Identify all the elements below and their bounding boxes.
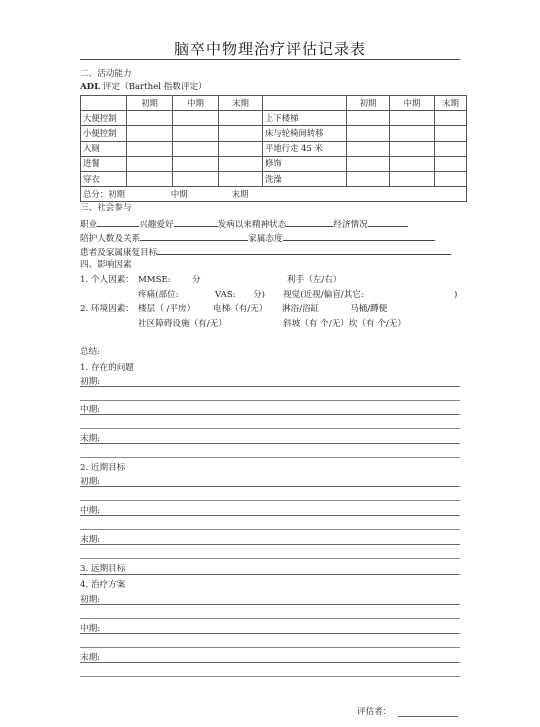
score-cell[interactable] [219,111,263,126]
score-cell[interactable] [173,171,219,186]
score-cell[interactable] [390,171,435,186]
plan-late-label: 末期: [80,653,101,663]
handedness: 利手（左/右） [287,275,342,285]
occupation-label: 职业 [80,220,98,230]
adl-table [80,95,467,202]
score-cell[interactable] [173,126,219,141]
header-early: 初期 [127,96,173,111]
score-cell[interactable] [435,141,467,156]
table-row [81,171,467,186]
item-label: 入厕 [81,141,127,156]
near-early-line[interactable] [80,486,460,487]
score-cell[interactable] [219,126,263,141]
plan-late-line[interactable] [80,662,460,663]
social-line-1 [80,217,408,231]
rehab-goal-label: 患者及家属康复目标 [80,248,158,258]
score-cell[interactable] [347,141,390,156]
mmse-label: MMSE: [138,275,171,285]
total-cell[interactable] [81,187,467,202]
total-early: 初期 [108,188,125,199]
floor-option: 楼层（ /平房） [138,304,196,314]
score-cell[interactable] [219,156,263,171]
total-mid: 中期 [170,188,188,199]
hobby-label: 兴趣爱好 [139,220,174,230]
plan-mid-line[interactable] [80,633,460,634]
adl-header-row [81,96,467,111]
problems-late-label: 末期: [80,434,101,444]
item-label: 小便控制 [81,126,127,141]
factors-heading: 四、影响因素 [80,260,132,270]
score-cell[interactable] [435,171,467,186]
rehab-goal-blank[interactable] [157,245,451,255]
near-goal-heading: 2. 近期目标 [80,463,126,473]
writing-line[interactable] [80,529,460,530]
item-label: 修饰 [263,156,347,171]
total-label: 总分： [83,188,109,199]
header-mid: 中期 [173,96,219,111]
score-cell[interactable] [347,126,390,141]
table-row [81,126,467,141]
score-cell[interactable] [390,126,435,141]
score-cell[interactable] [219,141,263,156]
score-cell[interactable] [219,171,263,186]
table-row [81,111,467,126]
mmse-unit: 分 [192,275,201,285]
adl-label-rest: 评定（Barthel 指数评定） [100,82,207,92]
score-cell[interactable] [347,171,390,186]
problems-mid-line[interactable] [80,414,460,415]
header-blank-left [81,96,127,111]
header-blank-right [263,96,347,111]
item-label: 洗澡 [263,171,347,186]
document-title: 脑卒中物理治疗评估记录表 [173,40,366,58]
social-line-3 [80,245,451,259]
family-attitude-label: 家属态度 [248,234,283,244]
problems-mid-label: 中期: [80,405,101,415]
writing-line[interactable] [80,558,460,559]
plan-early-label: 初期: [80,595,101,605]
title-underline [80,59,460,60]
bath-option: 淋浴/浴缸 [282,304,320,314]
writing-line[interactable] [80,618,460,619]
score-cell[interactable] [390,156,435,171]
problems-early-label: 初期: [80,377,101,387]
score-cell[interactable] [435,156,467,171]
score-cell[interactable] [173,141,219,156]
near-mid-label: 中期: [80,506,101,516]
vas-unit: 分) [253,290,265,300]
summary-heading: 总结: [80,347,101,357]
near-mid-line[interactable] [80,515,460,516]
near-early-label: 初期: [80,477,101,487]
problems-heading: 1. 存在的问题 [80,363,134,373]
barrier-option: 社区障碍设施（有/无） [138,319,227,329]
score-cell[interactable] [127,111,173,126]
score-cell[interactable] [173,111,219,126]
plan-heading: 4. 治疗方案 [80,580,126,590]
problems-late-line[interactable] [80,443,460,444]
score-cell[interactable] [435,126,467,141]
header-early-right: 初期 [347,96,390,111]
table-row [81,141,467,156]
toilet-option: 马桶/蹲便 [350,304,388,314]
personal-label: 1. 个人因素： [80,275,134,285]
plan-early-line[interactable] [80,604,460,605]
score-cell[interactable] [390,141,435,156]
assessor-label: 评估者： [357,707,392,717]
score-cell[interactable] [347,111,390,126]
item-label: 大便控制 [81,111,127,126]
economic-blank[interactable] [368,217,408,227]
far-goal-heading: 3. 远期目标 [80,564,126,574]
table-row [81,156,467,171]
vision-close: ) [454,290,458,300]
total-late: 末期 [231,188,249,199]
plan-mid-label: 中期: [80,624,101,634]
mental-label: 发病以来精神状态 [217,220,287,230]
assessor-signature-line[interactable] [398,716,458,717]
item-label: 穿衣 [81,171,127,186]
score-cell[interactable] [127,171,173,186]
adl-abbrev: ADL [80,82,101,92]
near-late-line[interactable] [80,544,460,545]
environment-label: 2. 环境因素： [80,304,134,314]
item-label: 进餐 [81,156,127,171]
score-cell[interactable] [127,126,173,141]
near-late-label: 末期: [80,535,101,545]
caregiver-blank[interactable] [140,231,248,241]
social-line-2 [80,231,435,245]
caregiver-label: 陪护人数及关系 [80,234,141,244]
occupation-blank[interactable] [97,217,139,227]
social-heading: 三、社会参与 [80,203,132,213]
header-late: 末期 [219,96,263,111]
score-cell[interactable] [435,111,467,126]
score-cell[interactable] [173,156,219,171]
score-cell[interactable] [127,141,173,156]
writing-line[interactable] [80,428,460,429]
item-label: 上下楼梯 [263,111,347,126]
far-goal-line[interactable] [80,574,460,575]
hobby-blank[interactable] [174,217,218,227]
problems-early-line[interactable] [80,386,460,387]
slope-option: 斜坡（有 个/无）坎（有 个/无） [283,319,406,329]
writing-line[interactable] [80,457,460,458]
score-cell[interactable] [347,156,390,171]
adl-label [80,82,207,93]
header-mid-right: 中期 [390,96,435,111]
activity-heading: 二、活动能力 [80,69,132,79]
total-row [81,187,467,202]
item-label: 床与轮椅间转移 [263,126,347,141]
writing-line[interactable] [80,647,460,648]
vas-label: VAS: [215,290,236,300]
elevator-option: 电梯（有/无） [213,304,268,314]
pain-label: 疼痛(部位: [138,290,179,300]
item-label: 平地行走 45 米 [263,141,347,156]
score-cell[interactable] [390,111,435,126]
family-attitude-blank[interactable] [283,231,435,241]
vision-label: 视觉(近视/偏盲/其它: [283,290,364,300]
writing-line[interactable] [80,400,460,401]
writing-line[interactable] [80,500,460,501]
mental-blank[interactable] [286,217,333,227]
writing-line[interactable] [80,676,460,677]
score-cell[interactable] [127,156,173,171]
economic-label: 经济情况 [333,220,368,230]
header-late-right: 末期 [435,96,467,111]
